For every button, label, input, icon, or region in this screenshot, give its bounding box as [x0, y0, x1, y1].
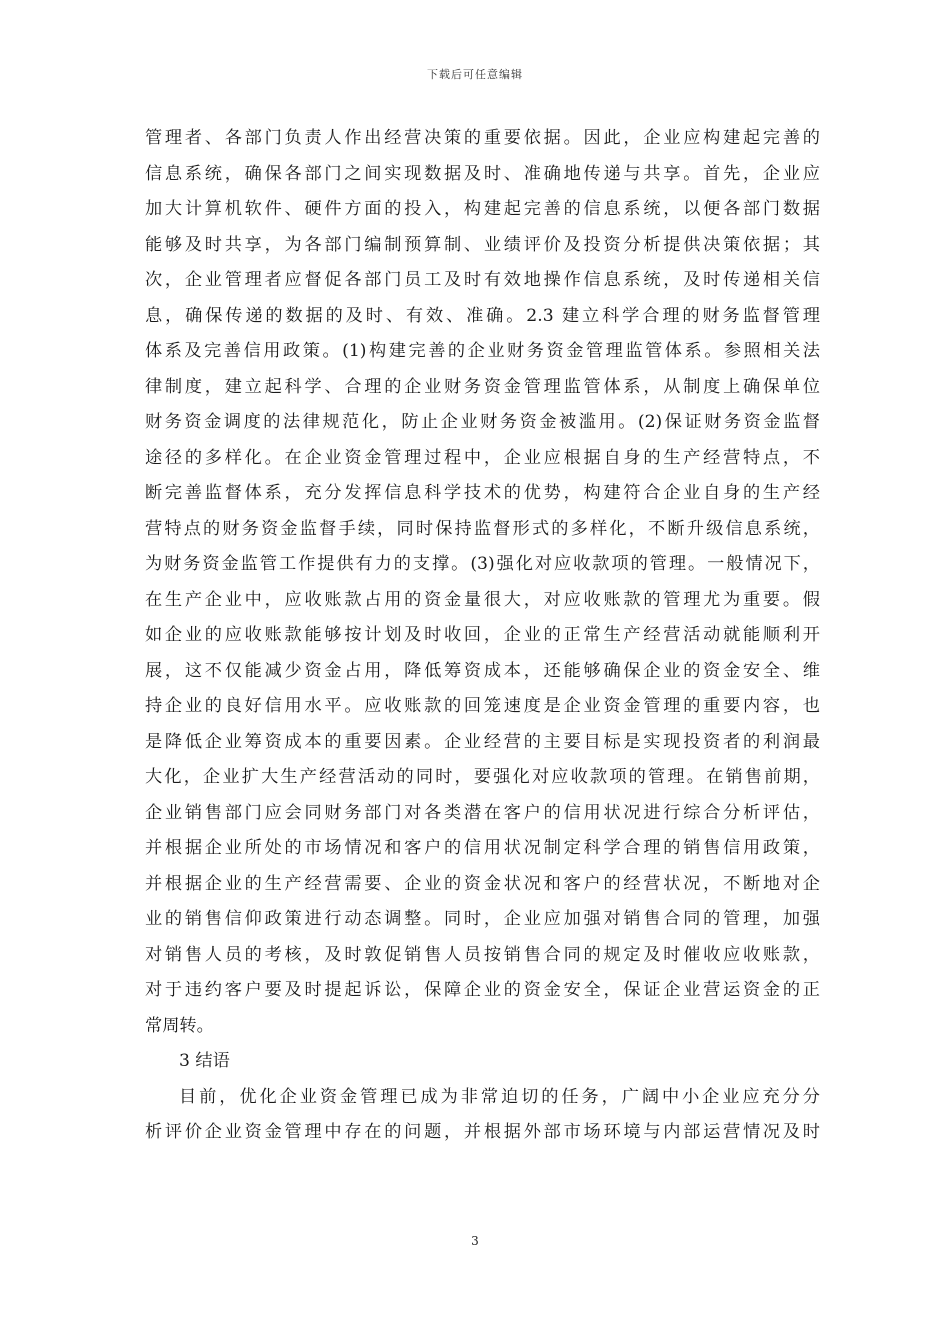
body-line: 企业销售部门应会同财务部门对各类潜在客户的信用状况进行综合分析评估， — [145, 802, 820, 823]
page-number: 3 — [471, 1234, 479, 1248]
body-line: 如企业的应收账款能够按计划及时收回，企业的正常生产经营活动就能顺利开 — [145, 625, 820, 645]
body-line: 次，企业管理者应督促各部门员工及时有效地操作信息系统，及时传递相关信 — [145, 270, 820, 290]
body-line: 并根据企业的生产经营需要、企业的资金状况和客户的经营状况，不断地对企 — [145, 873, 820, 894]
body-line: 能够及时共享，为各部门编制预算制、业绩评价及投资分析提供决策依据；其 — [145, 234, 820, 255]
body-line: 在生产企业中，应收账款占用的资金量很大，对应收账款的管理尤为重要。假 — [145, 589, 820, 610]
body-line: 信息系统，确保各部门之间实现数据及时、准确地传递与共享。首先，企业应 — [145, 163, 820, 184]
body-line: 体系及完善信用政策。(1)构建完善的企业财务资金管理监管体系。参照相关法 — [145, 341, 820, 361]
body-line: 途径的多样化。在企业资金管理过程中，企业应根据自身的生产经营特点，不 — [145, 447, 820, 468]
body-line: 管理者、各部门负责人作出经营决策的重要依据。因此，企业应构建起完善的 — [145, 128, 820, 148]
body-line: 断完善监督体系，充分发挥信息科学技术的优势，构建符合企业自身的生产经 — [145, 483, 820, 503]
conclusion-line: 析评价企业资金管理中存在的问题，并根据外部市场环境与内部运营情况及时 — [145, 1122, 820, 1142]
body-line: 常周转。 — [145, 1015, 214, 1036]
body-line: 财务资金调度的法律规范化，防止企业财务资金被滥用。(2)保证财务资金监督 — [145, 412, 820, 432]
body-line: 大化，企业扩大生产经营活动的同时，要强化对应收款项的管理。在销售前期， — [145, 767, 820, 787]
body-line: 并根据企业所处的市场情况和客户的信用状况制定科学合理的销售信用政策， — [145, 838, 820, 858]
section-heading: 3 结语 — [179, 1051, 230, 1071]
body-line: 营特点的财务资金监督手续，同时保持监督形式的多样化，不断升级信息系统， — [145, 518, 820, 539]
body-line: 业的销售信仰政策进行动态调整。同时，企业应加强对销售合同的管理，加强 — [145, 909, 820, 929]
page-header-note: 下载后可任意编辑 — [427, 68, 523, 81]
body-line: 是降低企业筹资成本的重要因素。企业经营的主要目标是实现投资者的利润最 — [145, 731, 820, 752]
body-line: 为财务资金监管工作提供有力的支撑。(3)强化对应收款项的管理。一般情况下， — [145, 554, 820, 574]
body-line: 加大计算机软件、硬件方面的投入，构建起完善的信息系统，以便各部门数据 — [145, 199, 820, 219]
body-line: 持企业的良好信用水平。应收账款的回笼速度是企业资金管理的重要内容，也 — [145, 696, 820, 716]
body-line: 息，确保传递的数据的及时、有效、准确。2.3 建立科学合理的财务监督管理 — [145, 305, 820, 326]
conclusion-line: 目前，优化企业资金管理已成为非常迫切的任务，广阔中小企业应充分分 — [179, 1086, 820, 1107]
body-line: 对销售人员的考核，及时敦促销售人员按销售合同的规定及时催收应收账款， — [145, 944, 820, 965]
document-body — [145, 121, 820, 1151]
body-line: 律制度，建立起科学、合理的企业财务资金管理监管体系，从制度上确保单位 — [145, 376, 820, 397]
body-line: 对于违约客户要及时提起诉讼，保障企业的资金安全，保证企业营运资金的正 — [145, 980, 820, 1000]
body-line: 展，这不仅能减少资金占用，降低筹资成本，还能够确保企业的资金安全、维 — [145, 660, 820, 681]
